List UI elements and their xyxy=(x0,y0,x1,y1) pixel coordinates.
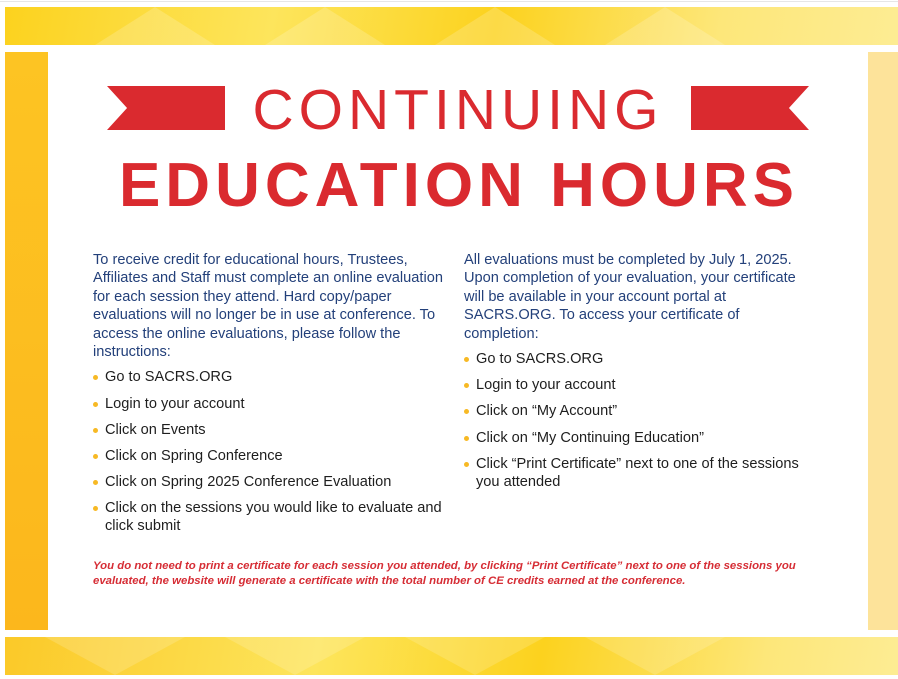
list-item xyxy=(93,499,443,535)
left-column xyxy=(93,251,443,544)
list-item xyxy=(464,455,816,491)
list-item xyxy=(93,473,443,491)
bullet-icon xyxy=(93,428,98,433)
bullet-icon xyxy=(93,375,98,380)
list-item-text: Click on Spring 2025 Conference Evaluation xyxy=(105,474,392,491)
list-item-text: Click “Print Certificate” next to one of the sessions you attended xyxy=(476,455,799,490)
list-item-text: Click on “My Account” xyxy=(476,403,618,420)
right-column xyxy=(464,251,816,499)
list-item xyxy=(464,376,816,394)
page-title: EDUCATION HOURS xyxy=(118,151,800,220)
ribbon-right-icon xyxy=(691,86,809,130)
right-decorative-bar xyxy=(868,52,898,630)
list-item-text: Click on Events xyxy=(105,421,206,438)
left-decorative-bar xyxy=(5,52,48,630)
list-item-text: Click on “My Continuing Education” xyxy=(476,429,704,446)
list-item xyxy=(93,421,443,439)
top-decorative-band xyxy=(5,7,898,45)
bullet-icon xyxy=(464,409,469,414)
list-item xyxy=(464,350,816,368)
bullet-icon xyxy=(93,402,98,407)
list-item-text: Click on Spring Conference xyxy=(105,448,283,464)
title-top: CONTINUING xyxy=(252,78,664,142)
right-steps-list xyxy=(464,350,816,491)
list-item-text: Login to your account xyxy=(105,395,245,412)
bullet-icon xyxy=(464,357,469,362)
right-intro: All evaluations must be completed by July 1, 2025. Upon completion of your evaluation, your certificate will be available in your account portal at SACRS.ORG. To access your certificate of completion: xyxy=(464,252,796,342)
list-item xyxy=(464,402,816,420)
top-divider xyxy=(0,1,898,2)
bottom-decorative-band xyxy=(5,637,898,675)
list-item xyxy=(93,395,443,413)
list-item xyxy=(464,429,816,447)
bullet-icon xyxy=(93,480,98,485)
bullet-icon xyxy=(464,462,469,467)
list-item-text: Go to SACRS.ORG xyxy=(105,369,233,386)
list-item-text: Go to SACRS.ORG xyxy=(476,351,604,368)
list-item-text: Login to your account xyxy=(476,377,616,394)
bullet-icon xyxy=(464,436,469,441)
ribbon-left-icon xyxy=(107,86,225,130)
bullet-icon xyxy=(464,383,469,388)
list-item xyxy=(93,447,443,465)
bullet-icon xyxy=(93,454,98,459)
list-item xyxy=(93,368,443,386)
list-item-text: Click on the sessions you would like to evaluate and click submit xyxy=(105,500,442,535)
bullet-icon xyxy=(93,506,98,511)
footnote: You do not need to print a certificate for each session you attended, by clicking “Print Certificate” next to one of the sessions you evaluated, the website will generate a certificate with the total number of CE credits earned at the conference. xyxy=(93,560,796,587)
left-steps-list xyxy=(93,368,443,535)
left-intro: To receive credit for educational hours, Trustees, Affiliates and Staff must complete an online evaluation for each session they attend. Hard copy/paper evaluations will no longer be in use at conference. To access the online evaluations, please follow the instructions: xyxy=(93,252,443,361)
